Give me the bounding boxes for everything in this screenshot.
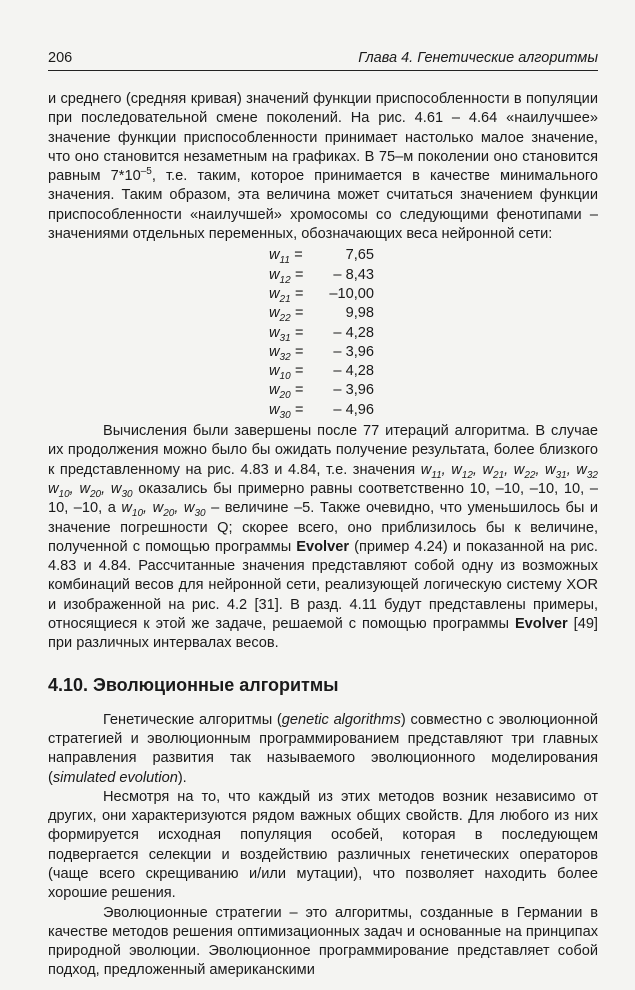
weight-symbol: w	[269, 305, 280, 322]
term-simulated-evolution: simulated evolution	[52, 769, 178, 786]
weight-index: 20	[279, 390, 291, 402]
paragraph-1-end: , т.е. таким, которое принимается в качестве минимального значения. Таким образом, эта величина может считаться значением функции приспособленности «наилучшей» хромосомы со следующими фенотипами – значениями отдельных переменных, обозначающих веса нейронной сети:	[48, 168, 598, 243]
weight-symbol: w	[269, 343, 280, 360]
weight-index: 11	[279, 255, 290, 267]
weight-value: – 3,96	[333, 343, 374, 360]
page-content	[48, 90, 598, 981]
weight-value: – 4,28	[333, 363, 374, 380]
weight-index: 31	[279, 332, 291, 344]
weight-var	[269, 285, 319, 304]
equals-sign: =	[290, 401, 304, 418]
weight-var	[269, 401, 319, 420]
chapter-title: Глава 4. Генетические алгоритмы	[358, 50, 598, 66]
weight-index: 30	[279, 409, 291, 421]
weight-value: – 4,28	[333, 324, 374, 341]
weight-row	[269, 381, 598, 400]
program-name: Evolver	[296, 538, 350, 555]
p2-text-c: – величине –5. Также очевидно, что уменьшилось бы и значение погрешности Q; скорее всего, оно приблизилось бы к величине, полученной с помощью программы	[48, 500, 599, 555]
equals-sign: =	[290, 343, 304, 360]
equals-sign: =	[289, 247, 303, 264]
weight-row	[269, 401, 598, 420]
weight-var	[269, 362, 319, 381]
term-genetic-algorithms: genetic algorithms	[281, 711, 401, 728]
p3-text-b: ) совместно с эволюционной стратегией и эволюционным программированием представляют три главных направления развития так называемого эволюционного моделирования (	[48, 711, 598, 786]
weight-row	[269, 266, 598, 285]
weight-index: 32	[279, 351, 291, 363]
weight-row	[269, 246, 598, 265]
weight-index: 22	[279, 313, 291, 325]
weight-symbol: w	[269, 285, 280, 302]
weight-var	[269, 266, 319, 285]
program-name: Evolver	[514, 616, 568, 633]
weight-symbol: w	[269, 324, 280, 341]
equals-sign: =	[290, 382, 304, 399]
weight-row	[269, 304, 598, 323]
weight-row	[269, 362, 598, 381]
weight-var	[269, 304, 319, 323]
weight-row	[269, 285, 598, 304]
p2-vars-list: $w_{11}$, $w_{12}$, $w_{21}$, $w_{22}$, $w_{31}$, $w_{32}$ $w_{10}$, $w_{20}$, $w_{30}$	[48, 461, 598, 500]
paragraph-1	[48, 90, 598, 244]
weight-var	[269, 381, 319, 400]
exponent: –5	[140, 166, 152, 178]
weight-index: 21	[279, 293, 291, 305]
weight-symbol: w	[269, 401, 280, 418]
p2-text-e: [49] при различных интервалах весов.	[48, 616, 598, 652]
p2-text-b: оказались бы примерно равны соответственно 10, –10, –10, 10, –10, –10, а	[48, 480, 598, 517]
p2-text-d: (пример 4.24) и показанной на рис. 4.83 и 4.84. Рассчитанные значения представляют собой одну из возможных комбинаций весов для нейронной сети, реализующей логическую систему XOR и изображенной на рис. 4.2 [31]. В разд. 4.11 будут представлены примеры, относящиеся к этой же задаче, решаемой с помощью программы	[48, 538, 598, 633]
paragraph-2	[48, 422, 598, 654]
equals-sign: =	[290, 324, 304, 341]
page-number: 206	[48, 50, 73, 66]
weight-var	[269, 343, 319, 362]
paragraph-5: Эволюционные стратегии – это алгоритмы, созданные в Германии в качестве методов решения оптимизационных задач и основанные на принципах природной эволюции. Эволюционное программирование представляет собой подход, предложенный американскими	[48, 904, 598, 979]
section-title: 4.10. Эволюционные алгоритмы	[48, 674, 339, 695]
weight-symbol: w	[269, 247, 280, 264]
weight-value: – 3,96	[333, 382, 374, 399]
weight-index: 12	[279, 274, 291, 286]
weight-value: –10,00	[329, 285, 374, 302]
equals-sign: =	[290, 305, 304, 322]
paragraph-4: Несмотря на то, что каждый из этих методов возник независимо от других, они характеризуются рядом важных общих свойств. Для любого из них формируется исходная популяция особей, которая в последующем подвергается селекции и воздействию различных генетических операторов (чаще всего скрещиванию и/или мутации), что позволяет находить более хорошие решения.	[48, 788, 598, 902]
weight-symbol: w	[269, 363, 280, 380]
weight-index: 10	[279, 371, 291, 383]
weights-list	[269, 246, 598, 420]
running-header	[48, 50, 598, 71]
weight-var	[269, 324, 319, 343]
weight-value: 9,98	[345, 305, 374, 322]
weight-row	[269, 343, 598, 362]
equals-sign: =	[290, 266, 304, 283]
paragraph-3	[48, 711, 598, 788]
paragraph-1-text: и среднего (средняя кривая) значений функции приспособленности в популяции при последовательной смене поколений. На рис. 4.61 – 4.64 «наилучшее» значение функции приспособленности принимает настолько малое значение, что оно становится незаметным на графиках. В 75–м поколении оно становится равным 7*10	[48, 91, 598, 185]
p3-text-c: ).	[177, 769, 187, 786]
equals-sign: =	[290, 285, 304, 302]
weight-value: – 4,96	[333, 401, 374, 418]
weight-symbol: w	[269, 266, 280, 283]
weight-symbol: w	[269, 382, 280, 399]
weight-row	[269, 324, 598, 343]
p3-text-a: Генетические алгоритмы (	[103, 711, 282, 728]
weight-value: 7,65	[345, 247, 374, 264]
p2-text-a: Вычисления были завершены после 77 итераций алгоритма. В случае их продолжения можно было бы ожидать получение результата, более близкого к представленному на рис. 4.83 и 4.84, т.е. значения	[48, 423, 598, 478]
equals-sign: =	[290, 363, 304, 380]
weight-var	[269, 246, 319, 265]
p2-vars-tail: $w_{10}$, $w_{20}$, $w_{30}$	[121, 500, 206, 520]
weight-value: – 8,43	[333, 266, 374, 283]
